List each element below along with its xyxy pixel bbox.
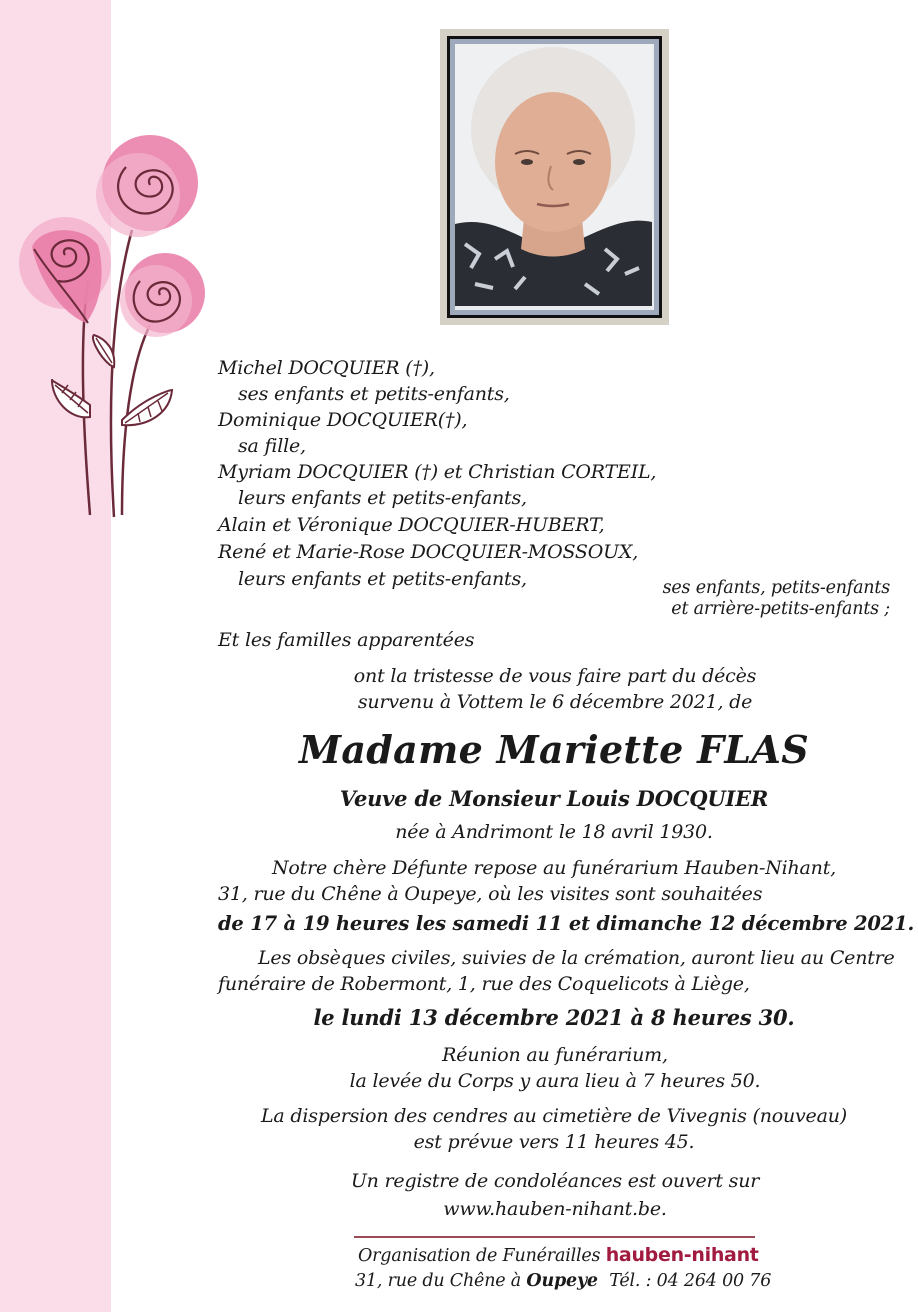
- relatives-line: Et les familles apparentées: [218, 629, 475, 651]
- register-url[interactable]: www.hauben-nihant.be.: [443, 1198, 667, 1220]
- family-line: leurs enfants et petits-enfants,: [238, 487, 527, 509]
- family-line: René et Marie-Rose DOCQUIER-MOSSOUX,: [218, 541, 639, 563]
- brand-logo: hauben-nihant: [605, 1244, 759, 1266]
- visitation-line: 31, rue du Chêne à Oupeye, où les visites sont souhaitées: [218, 883, 763, 905]
- register-line: Un registre de condoléances est ouvert sur: [350, 1170, 760, 1192]
- footer-phone: Tél. : 04 264 00 76: [609, 1271, 772, 1291]
- footer-org-prefix: Organisation de Funérailles: [358, 1246, 601, 1266]
- birth-line: née à Andrimont le 18 avril 1930.: [395, 821, 713, 843]
- family-line: sa fille,: [238, 435, 306, 457]
- family-line: ses enfants et petits-enfants,: [238, 383, 510, 405]
- footer-divider: [354, 1236, 755, 1238]
- portrait-photo: [455, 44, 654, 310]
- visitation-line: Notre chère Défunte repose au funérarium Hauben-Nihant,: [271, 857, 836, 879]
- footer-address-prefix: 31, rue du Chêne à: [355, 1271, 522, 1291]
- announcement-line: survenu à Vottem le 6 décembre 2021, de: [357, 691, 753, 713]
- funeral-line: Les obsèques civiles, suivies de la crémation, auront lieu au Centre: [258, 947, 895, 969]
- family-line: Dominique DOCQUIER(†),: [218, 409, 468, 431]
- family-line: Alain et Véronique DOCQUIER-HUBERT,: [218, 514, 605, 536]
- footer-org-line: [358, 1244, 759, 1267]
- footer-address-line: [355, 1270, 771, 1292]
- footer-address-place: Oupeye: [526, 1271, 598, 1291]
- family-line: Myriam DOCQUIER (†) et Christian CORTEIL,: [218, 461, 657, 483]
- announcement-line: ont la tristesse de vous faire part du décès: [353, 665, 757, 687]
- dispersal-line: La dispersion des cendres au cimetière de Vivegnis (nouveau): [261, 1105, 847, 1127]
- funeral-date: le lundi 13 décembre 2021 à 8 heures 30.: [313, 1005, 795, 1030]
- funeral-line: funéraire de Robermont, 1, rue des Coquelicots à Liège,: [218, 973, 750, 995]
- visitation-hours: de 17 à 19 heures les samedi 11 et dimanche 12 décembre 2021.: [218, 912, 915, 935]
- portrait-frame: [440, 29, 669, 325]
- deceased-name: Madame Mariette FLAS: [299, 727, 809, 772]
- roses-illustration: [10, 135, 210, 525]
- widow-of: Veuve de Monsieur Louis DOCQUIER: [339, 786, 769, 811]
- dispersal-line: est prévue vers 11 heures 45.: [413, 1131, 695, 1153]
- family-line: leurs enfants et petits-enfants,: [238, 568, 527, 590]
- family-line: Michel DOCQUIER (†),: [218, 357, 435, 379]
- side-note-line: ses enfants, petits-enfants: [662, 578, 890, 598]
- meeting-line: Réunion au funérarium,: [442, 1044, 668, 1066]
- meeting-line: la levée du Corps y aura lieu à 7 heures 50.: [349, 1070, 761, 1092]
- side-note-line: et arrière-petits-enfants ;: [671, 599, 890, 619]
